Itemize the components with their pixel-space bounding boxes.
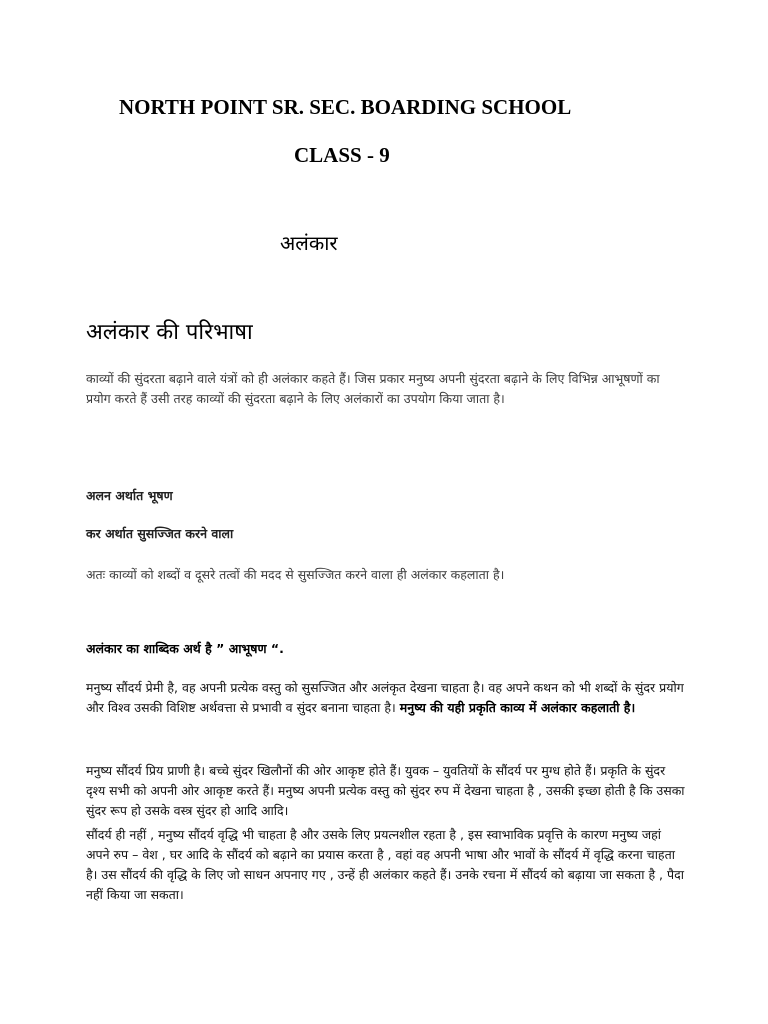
school-name: NORTH POINT SR. SEC. BOARDING SCHOOL <box>119 95 572 119</box>
literal-meaning: अलंकार का शाब्दिक अर्थ है ” आभूषण “. <box>86 641 284 656</box>
human-nature-paragraph <box>86 678 686 718</box>
term-kar: कर अर्थात सुसज्जित करने वाला <box>86 526 234 541</box>
topic-title: अलंकार <box>280 231 338 255</box>
class-label: CLASS - 9 <box>294 143 390 167</box>
definition-paragraph: काव्यों की सुंदरता बढ़ाने वाले यंत्रों को ही अलंकार कहते हैं। जिस प्रकार मनुष्य अपनी सुंदरता बढ़ाने के लिए विभिन्न आभूषणों का प्रयोग करते हैं उसी तरह काव्यों की सुंदरता बढ़ाने के लिए अलंकारों का उपयोग किया जाता है। <box>86 371 660 406</box>
beauty-lover-paragraph: मनुष्य सौंदर्य प्रिय प्राणी है। बच्चे सुंदर खिलौनों की ओर आकृष्ट होते हैं। युवक – युवतियों के सौंदर्य पर मुग्ध होते हैं। प्रकृति के सुंदर दृश्य सभी को अपनी ओर आकृष्ट करते हैं। मनुष्य अपनी प्रत्येक वस्तु को सुंदर रुप में देखना चाहता है , उसकी इच्छा होती है कि उसका सुंदर रूप हो उसके वस्त्र सुंदर हो आदि आदि। <box>86 763 685 818</box>
term-alan: अलन अर्थात भूषण <box>86 488 173 503</box>
beauty-growth-paragraph: सौंदर्य ही नहीं , मनुष्य सौंदर्य वृद्धि भी चाहता है और उसके लिए प्रयत्नशील रहता है , इस स्वाभाविक प्रवृत्ति के कारण मनुष्य जहां अपने रुप – वेश , घर आदि के सौंदर्य को बढ़ाने का प्रयास करता है , वहां वह अपनी भाषा और भावों के सौंदर्य में वृद्धि करना चाहता है। उस सौंदर्य की वृद्धि के लिए जो साधन अपनाए गए , उन्हें ही अलंकार कहते हैं। उनके रचना में सौंदर्य को बढ़ाया जा सकता है , पैदा नहीं किया जा सकता। <box>86 827 684 902</box>
conclusion-paragraph: अतः काव्यों को शब्दों व दूसरे तत्वों की मदद से सुसज्जित करने वाला ही अलंकार कहलाता है। <box>86 567 505 582</box>
human-nature-highlight: मनुष्य की यही प्रकृति काव्य में अलंकार कहलाती है। <box>399 700 636 715</box>
section-heading: अलंकार की परिभाषा <box>86 320 253 345</box>
human-nature-text: मनुष्य सौंदर्य प्रेमी है, वह अपनी प्रत्येक वस्तु को सुसज्जित और अलंकृत देखना चाहता है। वह अपने कथन को भी शब्दों के सुंदर प्रयोग और विश्व उसकी विशिष्ट अर्थवत्ता से प्रभावी व सुंदर बनाना चाहता है। <box>86 680 684 715</box>
